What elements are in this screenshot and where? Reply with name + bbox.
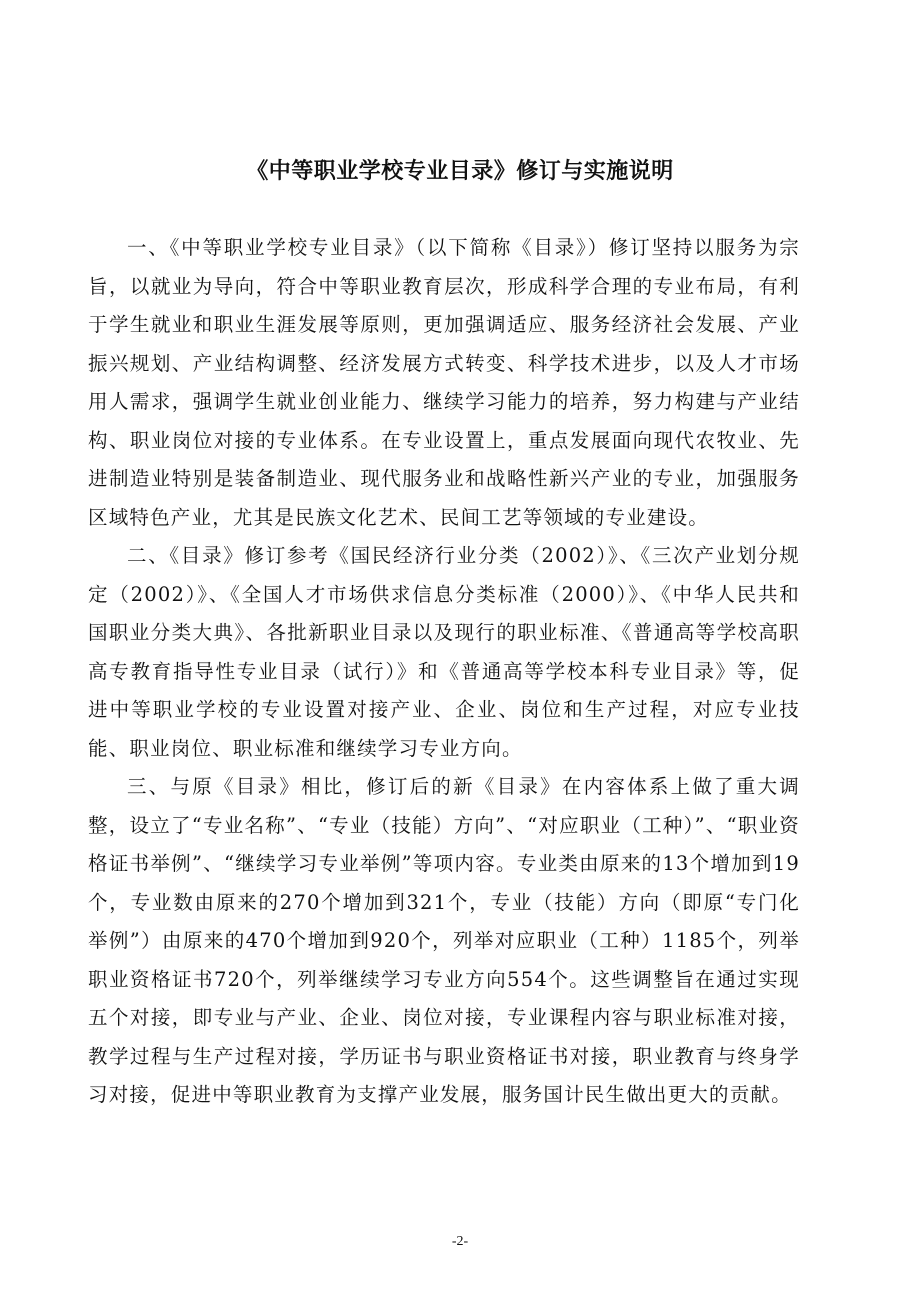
page-number: -2-: [451, 1234, 469, 1249]
document-title: 《中等职业学校专业目录》修订与实施说明: [246, 159, 674, 184]
document-body: [88, 229, 800, 1115]
paragraph-3: 三、与原《目录》相比，修订后的新《目录》在内容体系上做了重大调整，设立了“专业名称”、“专业（技能）方向”、“对应职业（工种）”、“职业资格证书举例”、“继续学习专业举例”等项内容。专业类由原来的13个增加到19个，专业数由原来的270个增加到321个，专业（技能）方向（即原“专门化举例”）由原来的470个增加到920个，列举对应职业（工种）1185个，列举职业资格证书720个，列举继续学习专业方向554个。这些调整旨在通过实现五个对接，即专业与产业、企业、岗位对接，专业课程内容与职业标准对接，教学过程与生产过程对接，学历证书与职业资格证书对接，职业教育与终身学习对接，促进中等职业教育为支撑产业发展，服务国计民生做出更大的贡献。: [88, 775, 800, 1106]
paragraph-2: 二、《目录》修订参考《国民经济行业分类（2002）》、《三次产业划分规定（2002）》、《全国人才市场供求信息分类标准（2000）》、《中华人民共和国职业分类大典》、各批新职业目录以及现行的职业标准、《普通高等学校高职高专教育指导性专业目录（试行）》和《普通高等学校本科专业目录》等，促进中等职业学校的专业设置对接产业、企业、岗位和生产过程，对应专业技能、职业岗位、职业标准和继续学习专业方向。: [88, 544, 800, 760]
paragraph-1: 一、《中等职业学校专业目录》（以下简称《目录》）修订坚持以服务为宗旨，以就业为导向，符合中等职业教育层次，形成科学合理的专业布局，有利于学生就业和职业生涯发展等原则，更加强调适应、服务经济社会发展、产业振兴规划、产业结构调整、经济发展方式转变、科学技术进步，以及人才市场用人需求，强调学生就业创业能力、继续学习能力的培养，努力构建与产业结构、职业岗位对接的专业体系。在专业设置上，重点发展面向现代农牧业、先进制造业特别是装备制造业、现代服务业和战略性新兴产业的专业，加强服务区域特色产业，尤其是民族文化艺术、民间工艺等领域的专业建设。: [88, 236, 800, 529]
